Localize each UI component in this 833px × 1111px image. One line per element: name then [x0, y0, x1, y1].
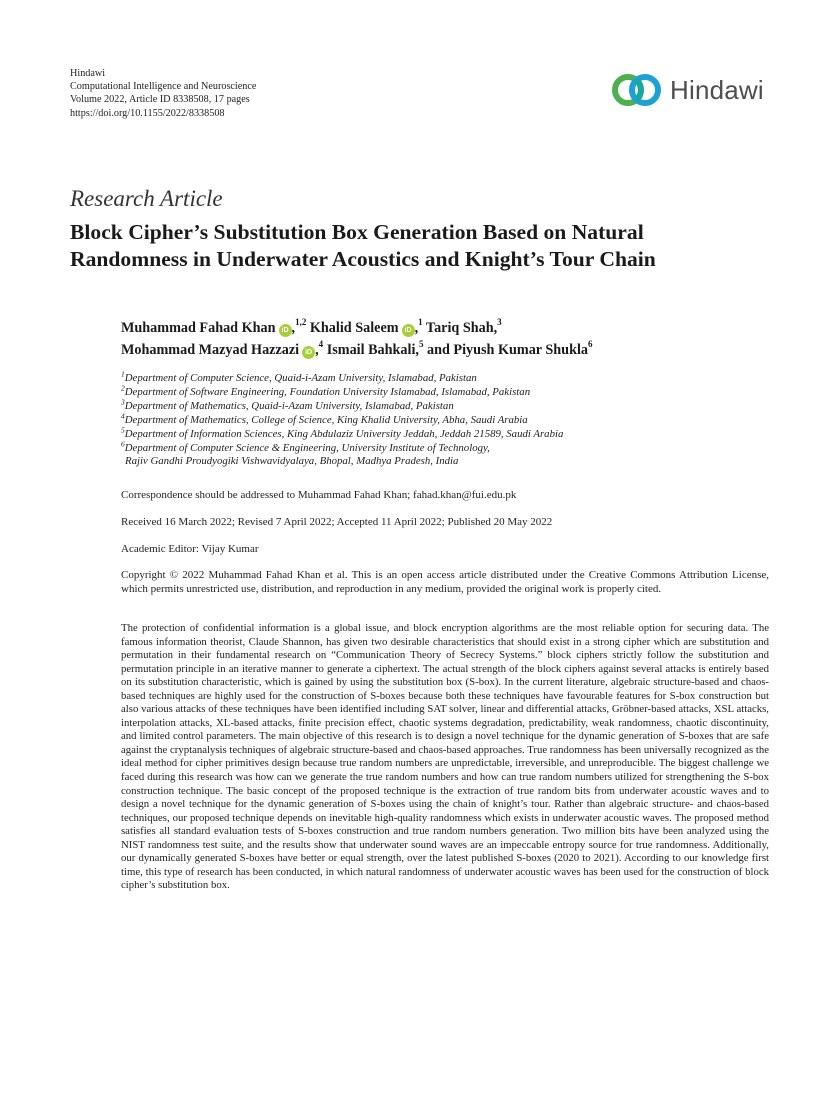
affiliation: $^3$Department of Mathematics, Quaid-i-Azam University, Islamabad, Pakistan	[121, 397, 454, 412]
academic-editor: Academic Editor: Vijay Kumar	[121, 543, 259, 555]
logo-wordmark: Hindawi	[670, 74, 764, 105]
affiliation: $^1$Department of Computer Science, Quaid-i-Azam University, Islamabad, Pakistan	[121, 369, 477, 384]
affiliation: Rajiv Gandhi Proudyogiki Vishwavidyalaya, Bhopal, Madhya Pradesh, India	[125, 455, 459, 468]
article-type: Research Article	[70, 186, 223, 211]
hindawi-logo	[610, 66, 770, 114]
author-affiliation-sup: 4	[318, 339, 324, 350]
author-name[interactable]: Khalid Saleem	[309, 320, 399, 336]
orcid-icon[interactable]: iD	[279, 324, 292, 337]
hindawi-rings-logo-icon	[610, 68, 664, 112]
author-affiliation-sup: 5	[418, 339, 424, 350]
copyright-notice: Copyright © 2022 Muhammad Fahad Khan et al. This is an open access article distributed under the Creative Commons Attribution License, which permits unrestricted use, distribution, and reproduction in any medium, provided the original work is properly cited.	[121, 569, 769, 595]
journal-info	[70, 67, 256, 120]
author-list: Muhammad Fahad Khan iD ,$^{1,2}$ Khalid Saleem iD ,$^1$ Tariq Shah,$^3$ Mohammad Mazyad Hazzazi iD ,$^4$ Ismail Bahkali,$^5$ and Piyush Kumar Shukla$^6$	[121, 317, 593, 358]
abstract: The protection of confidential information is a global issue, and block encryption algorithms are the most reliable option for securing data. The famous information theorist, Claude Shannon, has given two desirable characteristics that should exist in a strong cipher which are substitution and permutation in their fundamental research on “Communication Theory of Secrecy Systems.” block ciphers strictly follow the substitution and permutation principle in an iterative manner to generate a ciphertext. The actual strength of the block ciphers against several attacks is entirely based on its substitution characteristic, which is gained by using the substitution box (S-box). In the current literature, algebraic structure-based and chaos-based techniques are highly used for the construction of S-boxes because both these techniques have favourable features for S-box construction but also various attacks of these techniques have been identified including SAT solver, linear and differential attacks, Gröbner-based attacks, XSL attacks, interpolation attacks, XL-based attacks, finite precision effect, chaotic systems degradation, predictability, weak randomness, chaotic discontinuity, and limited control parameters. The main objective of this research is to design a novel technique for the dynamic generation of S-boxes that are safe against the cryptanalysis techniques of algebraic structure-based and chaos-based approaches. True randomness has been universally recognized as the ideal method for cipher primitives design because true random numbers are unpredictable, irreversible, and unreproducible. The biggest challenge we faced during this research was how can we generate the true random numbers and how can true random numbers utilized for strengthening the S-box construction technique. The basic concept of the proposed technique is the extraction of true random bits from underwater acoustic waves and to design a novel technique for the dynamic generation of S-boxes using the chain of knight’s tour. Rather than algebraic structure- and chaos-based techniques, our proposed technique depends on inevitable high-quality randomness which exists in underwater acoustic waves. The proposed method satisfies all standard evaluation tests of S-boxes construction and true random numbers generation. Two million bits have been analyzed using the NIST randomness test suite, and the results show that underwater sound waves are an impeccable entropy source for true randomness. Additionally, our dynamically generated S-boxes have better or equal strength, over the latest published S-boxes (2020 to 2021). According to our knowledge first time, this type of research has been conducted, in which natural randomness of underwater acoustic waves has been used for the construction of block cipher’s substitution box.	[121, 622, 769, 892]
author-affiliation-sup: 3	[497, 317, 502, 328]
affiliation: $^5$Department of Information Sciences, King Abdulaziz University Jeddah, Jeddah 21589, Saudi Arabia	[121, 425, 564, 440]
affiliation: $^4$Department of Mathematics, College of Science, King Khalid University, Abha, Saudi Arabia	[121, 411, 528, 426]
author-affiliation-sup: 6	[588, 339, 593, 350]
journal-volume: Volume 2022, Article ID 8338508, 17 pages	[70, 94, 250, 106]
publication-dates: Received 16 March 2022; Revised 7 April 2022; Accepted 11 April 2022; Published 20 May 2022	[121, 516, 553, 528]
author-affiliation-sup: 1,2	[295, 317, 307, 328]
author-name[interactable]: Ismail Bahkali,	[326, 342, 419, 358]
affiliation: $^2$Department of Software Engineering, Foundation University Islamabad, Islamabad, Pakistan	[121, 383, 531, 398]
journal-name: Computational Intelligence and Neuroscience	[70, 81, 257, 93]
orcid-icon[interactable]: iD	[302, 346, 315, 359]
journal-doi[interactable]: https://doi.org/10.1155/2022/8338508	[70, 107, 225, 119]
title-line: Randomness in Underwater Acoustics and Knight’s Tour Chain	[70, 246, 656, 271]
author-name[interactable]: Tariq Shah,	[425, 320, 498, 336]
author-name[interactable]: Muhammad Fahad Khan	[121, 320, 276, 336]
journal-publisher: Hindawi	[70, 68, 106, 79]
affiliation: $^6$Department of Computer Science & Engineering, University Institute of Technology,	[121, 438, 490, 454]
orcid-icon[interactable]: iD	[402, 324, 415, 337]
author-name[interactable]: and Piyush Kumar Shukla	[427, 342, 588, 358]
affiliation-list	[121, 369, 771, 469]
article-title	[70, 219, 770, 272]
author-affiliation-sup: 1	[418, 317, 423, 328]
correspondence: Correspondence should be addressed to Muhammad Fahad Khan; fahad.khan@fui.edu.pk	[121, 489, 517, 501]
title-line: Block Cipher’s Substitution Box Generation Based on Natural	[70, 220, 644, 244]
author-name[interactable]: Mohammad Mazyad Hazzazi	[121, 342, 300, 358]
